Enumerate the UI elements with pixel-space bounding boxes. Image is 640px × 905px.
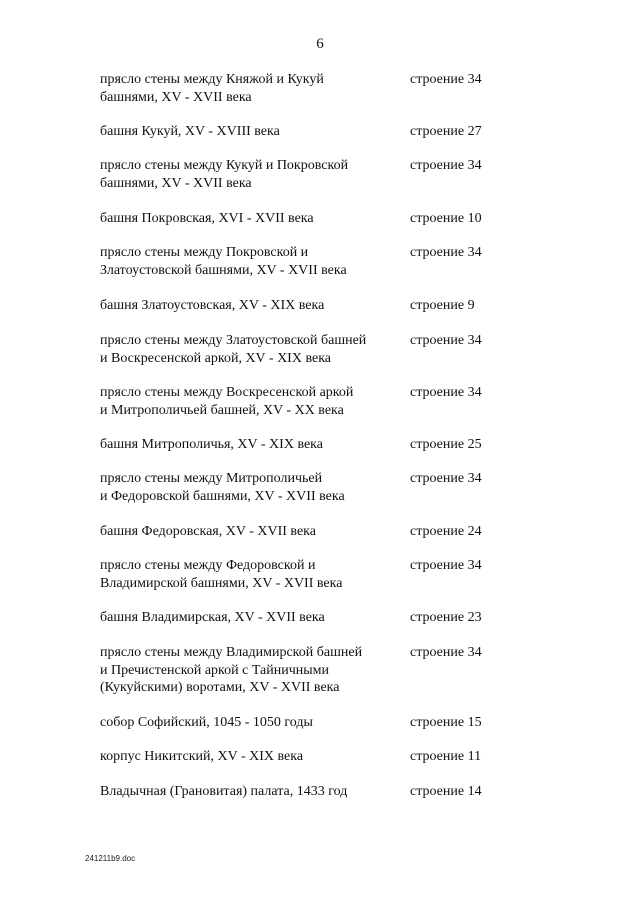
building-number: строение 23 xyxy=(410,610,482,625)
monument-description: башня Златоустовская, XV - XIX века xyxy=(100,298,325,313)
document-filename: 241211b9.doc xyxy=(85,854,136,863)
monument-description: башня Митрополичья, XV - XIX века xyxy=(100,437,323,452)
building-number: строение 34 xyxy=(410,385,482,400)
page-number: 6 xyxy=(316,36,324,52)
monument-description: прясло стены между Федоровской и Владимирской башнями, XV - XVII века xyxy=(100,558,343,591)
monument-description: прясло стены между Покровской и Златоустовской башнями, XV - XVII века xyxy=(100,245,347,278)
monument-description: Владычная (Грановитая) палата, 1433 год xyxy=(100,784,348,799)
building-number: строение 34 xyxy=(410,72,482,87)
monument-description: прясло стены между Златоустовской башней и Воскресенской аркой, XV - XIX века xyxy=(100,333,367,366)
monument-description: корпус Никитский, XV - XIX века xyxy=(100,749,304,764)
building-number: строение 34 xyxy=(410,333,482,348)
building-number: строение 34 xyxy=(410,158,482,173)
monument-description: прясло стены между Владимирской башней и Пречистенской аркой с Тайничными (Кукуйскими) воротами, XV - XVII века xyxy=(100,645,363,695)
monument-description: прясло стены между Кукуй и Покровской башнями, XV - XVII века xyxy=(100,158,349,191)
monument-description: башня Владимирская, XV - XVII века xyxy=(100,610,325,625)
building-number: строение 11 xyxy=(410,749,482,764)
building-number: строение 10 xyxy=(410,211,482,226)
building-number: строение 9 xyxy=(410,298,475,313)
monument-description: прясло стены между Воскресенской аркой и Митрополичьей башней, XV - XX века xyxy=(100,385,354,418)
monument-description: башня Покровская, XVI - XVII века xyxy=(100,211,314,226)
building-number: строение 34 xyxy=(410,245,482,260)
building-number: строение 34 xyxy=(410,471,482,486)
building-number: строение 14 xyxy=(410,784,482,799)
building-number: строение 25 xyxy=(410,437,482,452)
building-number: строение 34 xyxy=(410,558,482,573)
building-number: строение 27 xyxy=(410,124,482,139)
building-number: строение 34 xyxy=(410,645,482,660)
monument-description: прясло стены между Княжой и Кукуй башнями, XV - XVII века xyxy=(100,72,324,105)
building-number: строение 24 xyxy=(410,524,482,539)
monument-description: башня Федоровская, XV - XVII века xyxy=(100,524,316,539)
monument-description: башня Кукуй, XV - XVIII века xyxy=(100,124,280,139)
building-number: строение 15 xyxy=(410,715,482,730)
monument-description: прясло стены между Митрополичьей и Федоровской башнями, XV - XVII века xyxy=(100,471,345,504)
monument-description: собор Софийский, 1045 - 1050 годы xyxy=(100,715,313,730)
